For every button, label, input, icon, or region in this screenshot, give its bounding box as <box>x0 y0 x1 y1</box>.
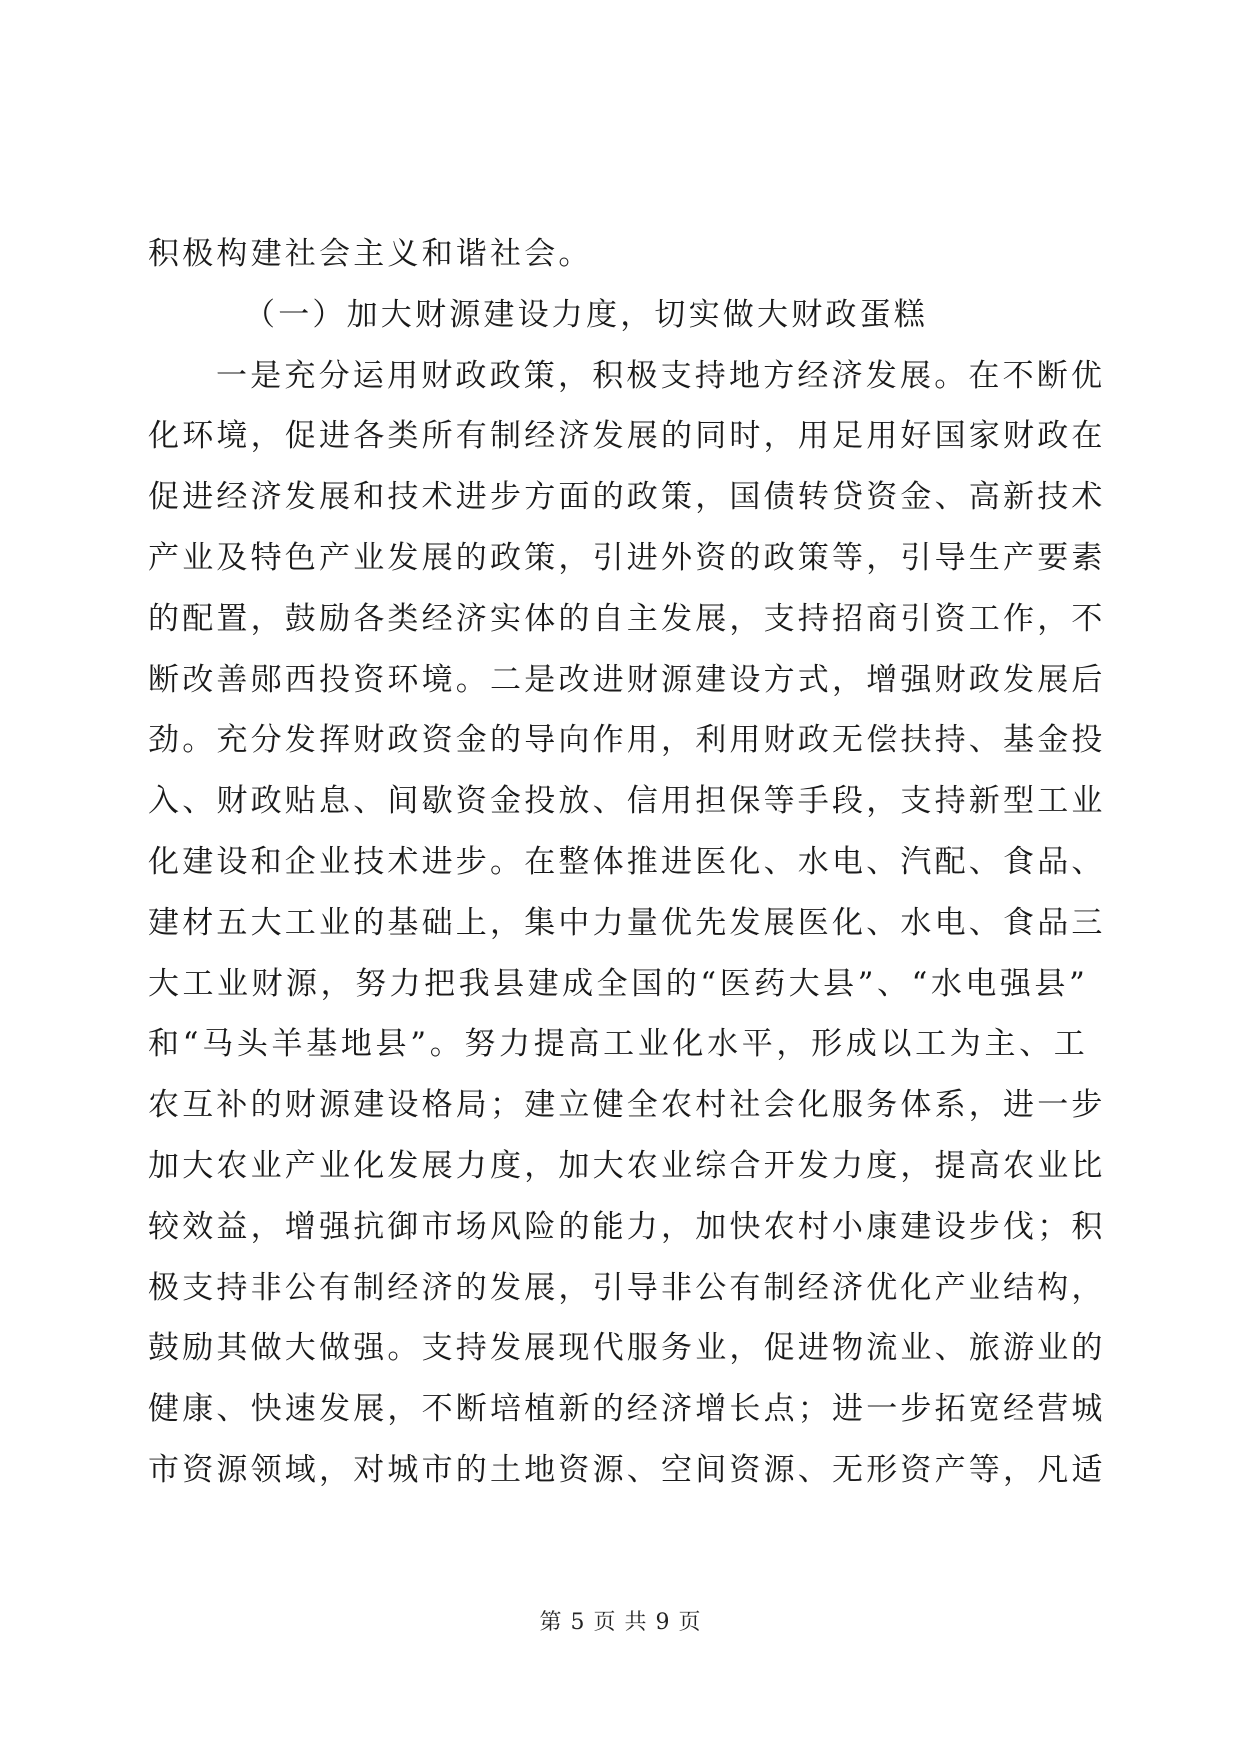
text-line: 断改善郧西投资环境。二是改进财源建设方式，增强财政发展后 <box>148 661 1106 698</box>
text-line: 促进经济发展和技术进步方面的政策，国债转贷资金、高新技术 <box>148 479 1106 516</box>
text-line: 大工业财源，努力把我县建成全国的“医药大县”、“水电强县” <box>148 965 1088 1002</box>
text-line: 市资源领域，对城市的土地资源、空间资源、无形资产等，凡适 <box>148 1451 1106 1488</box>
text-line: 农互补的财源建设格局；建立健全农村社会化服务体系，进一步 <box>148 1087 1106 1124</box>
text-line: 较效益，增强抗御市场风险的能力，加快农村小康建设步伐；积 <box>148 1208 1106 1245</box>
text-line: 化环境，促进各类所有制经济发展的同时，用足用好国家财政在 <box>148 418 1106 455</box>
text-line: 的配置，鼓励各类经济实体的自主发展，支持招商引资工作，不 <box>148 600 1106 637</box>
text-line: 化建设和企业技术进步。在整体推进医化、水电、汽配、食品、 <box>148 843 1106 880</box>
text-line: 劲。充分发挥财政资金的导向作用，利用财政无偿扶持、基金投 <box>148 722 1106 759</box>
body-text <box>148 224 1106 1501</box>
text-line: 建材五大工业的基础上，集中力量优先发展医化、水电、食品三 <box>148 904 1106 941</box>
text-line: 和“马头羊基地县”。努力提高工业化水平，形成以工为主、工 <box>148 1026 1088 1063</box>
text-line: 极支持非公有制经济的发展，引导非公有制经济优化产业结构， <box>148 1269 1106 1306</box>
text-line: 健康、快速发展，不断培植新的经济增长点；进一步拓宽经营城 <box>148 1391 1106 1428</box>
text-line: 一是充分运用财政政策，积极支持地方经济发展。在不断优 <box>216 357 1106 394</box>
text-line: 加大农业产业化发展力度，加大农业综合开发力度，提高农业比 <box>148 1147 1106 1184</box>
text-line: 入、财政贴息、间歇资金投放、信用担保等手段，支持新型工业 <box>148 783 1106 820</box>
text-line: 产业及特色产业发展的政策，引进外资的政策等，引导生产要素 <box>148 539 1106 576</box>
text-line: 积极构建社会主义和谐社会。 <box>148 236 593 272</box>
section-heading: （一）加大财源建设力度，切实做大财政蛋糕 <box>244 296 928 333</box>
page-number-footer: 第 5 页 共 9 页 <box>539 1610 702 1635</box>
text-line: 鼓励其做大做强。支持发展现代服务业，促进物流业、旅游业的 <box>148 1330 1106 1367</box>
